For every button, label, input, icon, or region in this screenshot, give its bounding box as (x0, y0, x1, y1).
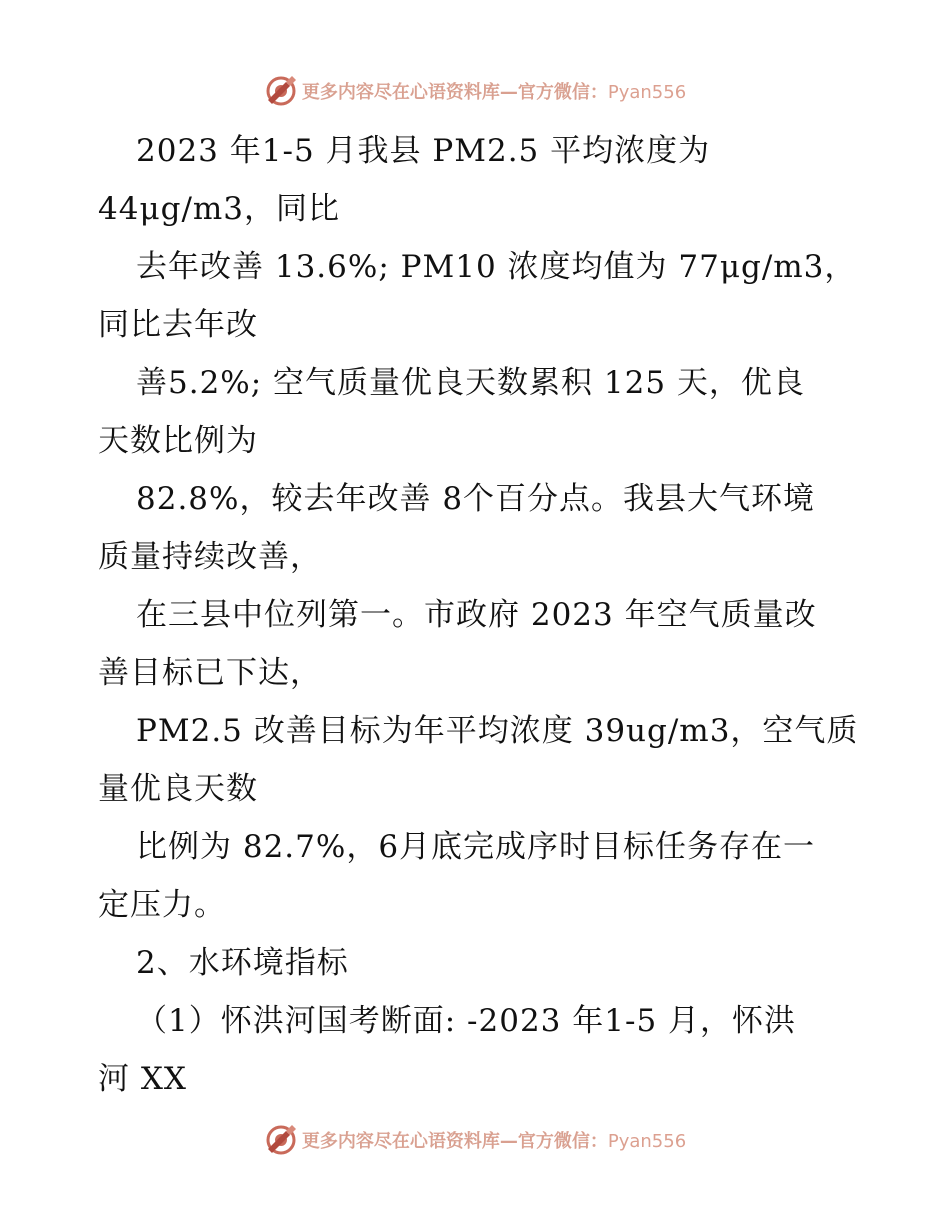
watermark-logo-icon (264, 74, 298, 108)
watermark-logo-icon (264, 1123, 298, 1157)
section-heading: 2、水环境指标 (136, 945, 349, 981)
document-body (98, 122, 858, 1108)
watermark-label: 更多内容尽在心语资料库—官方微信： (301, 1131, 608, 1152)
text-line: 善5.2%; 空气质量优良天数累积 125 天，优良 (136, 365, 805, 401)
text-line: PM2.5 改善目标为年平均浓度 39ug/m3，空气质 (136, 713, 859, 749)
watermark-label: 更多内容尽在心语资料库—官方微信： (301, 82, 608, 103)
text-line: 河 XX (98, 1061, 187, 1097)
watermark-text (302, 78, 686, 104)
watermark-wechat-id: Pyan556 (607, 82, 687, 103)
text-line: 同比去年改 (98, 307, 258, 343)
text-line: 在三县中位列第一。市政府 2023 年空气质量改 (136, 597, 817, 633)
text-line: 天数比例为 (98, 423, 258, 459)
header-watermark (0, 71, 950, 111)
watermark-wechat-id: Pyan556 (607, 1131, 687, 1152)
text-line: 善目标已下达， (98, 655, 322, 691)
text-line: 量优良天数 (98, 771, 258, 807)
text-line: 2023 年1-5 月我县 PM2.5 平均浓度为 (136, 133, 711, 169)
text-line: 44μg/m3，同比 (98, 191, 341, 227)
text-line: 82.8%，较去年改善 8个百分点。我县大气环境 (136, 481, 816, 517)
text-line: 比例为 82.7%，6月底完成序时目标任务存在一 (136, 829, 816, 865)
footer-watermark (0, 1120, 950, 1160)
text-line: 定压力。 (98, 887, 226, 923)
text-line: （1）怀洪河国考断面: -2023 年1-5 月，怀洪 (136, 1003, 797, 1039)
text-line: 去年改善 13.6%; PM10 浓度均值为 77μg/m3， (136, 249, 857, 285)
watermark-text (302, 1127, 686, 1153)
text-line: 质量持续改善， (98, 539, 322, 575)
